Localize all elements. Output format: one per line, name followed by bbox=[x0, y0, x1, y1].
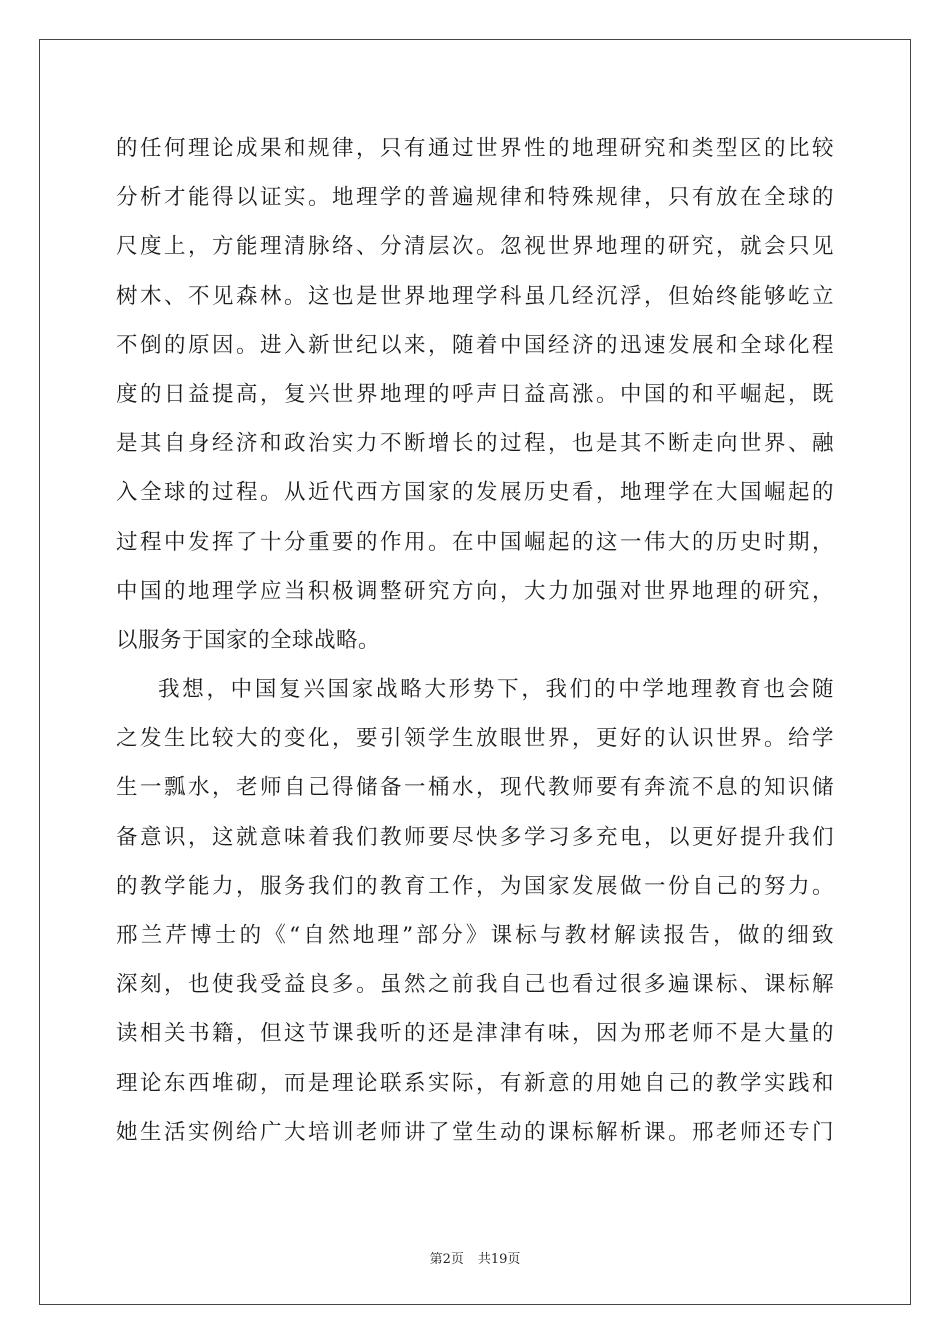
text-line: 的教学能力，服务我们的教育工作，为国家发展做一份自己的努力。 bbox=[116, 873, 834, 899]
text-line: 是其自身经济和政治实力不断增长的过程，也是其不断走向世界、融 bbox=[116, 431, 834, 457]
text-line: 以服务于国家的全球战略。 bbox=[116, 627, 381, 653]
text-line: 分析才能得以证实。地理学的普遍规律和特殊规律，只有放在全球的 bbox=[116, 185, 834, 211]
page-number: 第2页 bbox=[429, 1252, 464, 1267]
text-line: 读相关书籍，但这节课我听的还是津津有味，因为邢老师不是大量的 bbox=[116, 1021, 834, 1047]
text-line: 理论东西堆砌，而是理论联系实际，有新意的用她自己的教学实践和 bbox=[116, 1070, 834, 1096]
text-line: 深刻，也使我受益良多。虽然之前我自己也看过很多遍课标、课标解 bbox=[116, 972, 834, 998]
page-total: 共19页 bbox=[477, 1252, 521, 1267]
text-line: 入全球的过程。从近代西方国家的发展历史看，地理学在大国崛起的 bbox=[116, 480, 834, 506]
text-line: 邢兰芹博士的《“自然地理”部分》课标与教材解读报告，做的细致 bbox=[116, 923, 834, 948]
text-line: 生一瓢水，老师自己得储备一桶水，现代教师要有奔流不息的知识储 bbox=[116, 775, 834, 801]
text-line: 度的日益提高，复兴世界地理的呼声日益高涨。中国的和平崛起，既 bbox=[116, 381, 834, 407]
text-line: 我想，中国复兴国家战略大形势下，我们的中学地理教育也会随 bbox=[158, 677, 834, 703]
text-line: 中国的地理学应当积极调整研究方向，大力加强对世界地理的研究， bbox=[116, 578, 834, 604]
text-line: 备意识，这就意味着我们教师要尽快多学习多充电，以更好提升我们 bbox=[116, 824, 834, 850]
text-line: 尺度上，方能理清脉络、分清层次。忽视世界地理的研究，就会只见 bbox=[116, 234, 834, 260]
text-line: 她生活实例给广大培训老师讲了堂生动的课标解析课。邢老师还专门 bbox=[116, 1119, 834, 1145]
text-line: 过程中发挥了十分重要的作用。在中国崛起的这一伟大的历史时期， bbox=[116, 529, 834, 555]
text-line: 的任何理论成果和规律，只有通过世界性的地理研究和类型区的比较 bbox=[116, 136, 834, 161]
text-line: 树木、不见森林。这也是世界地理学科虽几经沉浮，但始终能够屹立 bbox=[116, 283, 834, 309]
text-line: 不倒的原因。进入新世纪以来，随着中国经济的迅速发展和全球化程 bbox=[116, 332, 834, 358]
page-footer bbox=[0, 1248, 950, 1267]
document-body bbox=[116, 124, 834, 1157]
text-line: 之发生比较大的变化，要引领学生放眼世界，更好的认识世界。给学 bbox=[116, 726, 834, 752]
